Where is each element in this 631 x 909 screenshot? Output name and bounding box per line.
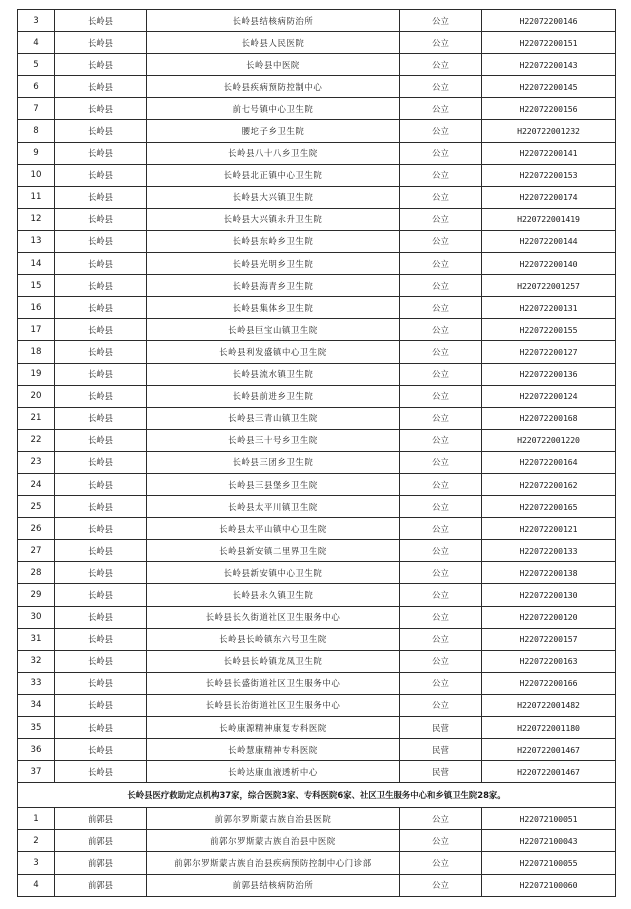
- institution-code-cell: H22072100051: [482, 808, 616, 830]
- table-row: [18, 98, 616, 120]
- county-cell: 长岭县: [55, 429, 147, 451]
- ownership-type-cell: 公立: [400, 584, 482, 606]
- county-cell: 长岭县: [55, 319, 147, 341]
- row-number: 23: [18, 451, 55, 473]
- ownership-type-cell: 民营: [400, 717, 482, 739]
- summary-text: 长岭县医疗救助定点机构37家，综合医院3家、专科医院6家、社区卫生服务中心和乡镇卫生院28家。: [18, 783, 616, 808]
- ownership-type-cell: 公立: [400, 32, 482, 54]
- ownership-type-cell: 公立: [400, 76, 482, 98]
- ownership-type-cell: 公立: [400, 341, 482, 363]
- table-row: [18, 717, 616, 739]
- institution-code-cell: H220722001467: [482, 739, 616, 761]
- institution-name-cell: 长岭县太平山镇中心卫生院: [147, 518, 400, 540]
- ownership-type-cell: 公立: [400, 650, 482, 672]
- county-cell: 长岭县: [55, 76, 147, 98]
- institution-code-cell: H220722001419: [482, 208, 616, 230]
- row-number: 36: [18, 739, 55, 761]
- institution-name-cell: 长岭县长治街道社区卫生服务中心: [147, 694, 400, 716]
- ownership-type-cell: 公立: [400, 253, 482, 275]
- ownership-type-cell: 公立: [400, 407, 482, 429]
- table-row: [18, 650, 616, 672]
- table-row: [18, 628, 616, 650]
- institution-name-cell: 长岭县利发盛镇中心卫生院: [147, 341, 400, 363]
- county-cell: 长岭县: [55, 761, 147, 783]
- county-cell: 前郭县: [55, 852, 147, 874]
- institution-code-cell: H22072200153: [482, 164, 616, 186]
- institution-code-cell: H22072200143: [482, 54, 616, 76]
- county-cell: 长岭县: [55, 584, 147, 606]
- row-number: 25: [18, 496, 55, 518]
- ownership-type-cell: 公立: [400, 208, 482, 230]
- county-cell: 长岭县: [55, 540, 147, 562]
- institution-code-cell: H22072200140: [482, 253, 616, 275]
- ownership-type-cell: 公立: [400, 54, 482, 76]
- county-cell: 长岭县: [55, 451, 147, 473]
- table-row: [18, 297, 616, 319]
- institution-code-cell: H220722001180: [482, 717, 616, 739]
- row-number: 26: [18, 518, 55, 540]
- institution-name-cell: 长岭县八十八乡卫生院: [147, 142, 400, 164]
- row-number: 3: [18, 10, 55, 32]
- institution-code-cell: H220722001257: [482, 275, 616, 297]
- ownership-type-cell: 公立: [400, 363, 482, 385]
- row-number: 37: [18, 761, 55, 783]
- institution-name-cell: 长岭县东岭乡卫生院: [147, 230, 400, 252]
- institution-name-cell: 长岭县疾病预防控制中心: [147, 76, 400, 98]
- institution-code-cell: H22072200120: [482, 606, 616, 628]
- table-row: [18, 672, 616, 694]
- county-cell: 前郭县: [55, 808, 147, 830]
- county-cell: 长岭县: [55, 518, 147, 540]
- table-row: [18, 54, 616, 76]
- row-number: 6: [18, 76, 55, 98]
- row-number: 18: [18, 341, 55, 363]
- row-number: 27: [18, 540, 55, 562]
- institution-name-cell: 长岭县长久街道社区卫生服务中心: [147, 606, 400, 628]
- institution-code-cell: H22072200133: [482, 540, 616, 562]
- county-cell: 前郭县: [55, 874, 147, 896]
- institution-code-cell: H22072100055: [482, 852, 616, 874]
- row-number: 35: [18, 717, 55, 739]
- summary-row: [18, 783, 616, 808]
- institution-code-cell: H22072200163: [482, 650, 616, 672]
- table-row: [18, 739, 616, 761]
- document-page: [17, 9, 615, 897]
- row-number: 19: [18, 363, 55, 385]
- table-row: [18, 253, 616, 275]
- ownership-type-cell: 公立: [400, 142, 482, 164]
- row-number: 11: [18, 186, 55, 208]
- ownership-type-cell: 公立: [400, 694, 482, 716]
- county-cell: 长岭县: [55, 32, 147, 54]
- table-row: [18, 32, 616, 54]
- ownership-type-cell: 公立: [400, 186, 482, 208]
- county-cell: 长岭县: [55, 164, 147, 186]
- row-number: 12: [18, 208, 55, 230]
- institution-name-cell: 长岭县结核病防治所: [147, 10, 400, 32]
- institution-name-cell: 前七号镇中心卫生院: [147, 98, 400, 120]
- table-row: [18, 385, 616, 407]
- table-row: [18, 76, 616, 98]
- row-number: 9: [18, 142, 55, 164]
- county-cell: 长岭县: [55, 473, 147, 495]
- county-cell: 长岭县: [55, 407, 147, 429]
- county-cell: 长岭县: [55, 385, 147, 407]
- institution-name-cell: 长岭县前进乡卫生院: [147, 385, 400, 407]
- ownership-type-cell: 公立: [400, 852, 482, 874]
- ownership-type-cell: 公立: [400, 540, 482, 562]
- row-number: 1: [18, 808, 55, 830]
- county-cell: 长岭县: [55, 606, 147, 628]
- institution-code-cell: H22072200145: [482, 76, 616, 98]
- institution-name-cell: 长岭县大兴镇永升卫生院: [147, 208, 400, 230]
- county-cell: 长岭县: [55, 341, 147, 363]
- row-number: 32: [18, 650, 55, 672]
- table-row: [18, 142, 616, 164]
- county-cell: 长岭县: [55, 562, 147, 584]
- table-row: [18, 230, 616, 252]
- institution-code-cell: H22072200168: [482, 407, 616, 429]
- institution-name-cell: 长岭县大兴镇卫生院: [147, 186, 400, 208]
- table-row: [18, 761, 616, 783]
- row-number: 22: [18, 429, 55, 451]
- institution-code-cell: H22072200141: [482, 142, 616, 164]
- row-number: 8: [18, 120, 55, 142]
- county-cell: 长岭县: [55, 98, 147, 120]
- ownership-type-cell: 公立: [400, 275, 482, 297]
- changling-table-body: [18, 10, 616, 783]
- summary-section: [18, 783, 616, 808]
- institution-name-cell: 前郭尔罗斯蒙古族自治县疾病预防控制中心门诊部: [147, 852, 400, 874]
- row-number: 17: [18, 319, 55, 341]
- county-cell: 长岭县: [55, 496, 147, 518]
- ownership-type-cell: 公立: [400, 451, 482, 473]
- qianguo-table-body: [18, 808, 616, 896]
- county-cell: 长岭县: [55, 230, 147, 252]
- institution-name-cell: 长岭康源精神康复专科医院: [147, 717, 400, 739]
- row-number: 4: [18, 32, 55, 54]
- ownership-type-cell: 公立: [400, 164, 482, 186]
- row-number: 29: [18, 584, 55, 606]
- county-cell: 长岭县: [55, 363, 147, 385]
- institution-name-cell: 长岭县新安镇中心卫生院: [147, 562, 400, 584]
- ownership-type-cell: 公立: [400, 429, 482, 451]
- institution-name-cell: 长岭县光明乡卫生院: [147, 253, 400, 275]
- institution-name-cell: 长岭县三团乡卫生院: [147, 451, 400, 473]
- county-cell: 前郭县: [55, 830, 147, 852]
- ownership-type-cell: 公立: [400, 319, 482, 341]
- county-cell: 长岭县: [55, 672, 147, 694]
- institution-code-cell: H220722001482: [482, 694, 616, 716]
- county-cell: 长岭县: [55, 208, 147, 230]
- institution-table: [17, 9, 616, 897]
- institution-code-cell: H220722001220: [482, 429, 616, 451]
- ownership-type-cell: 公立: [400, 606, 482, 628]
- institution-name-cell: 长岭县集体乡卫生院: [147, 297, 400, 319]
- institution-code-cell: H22072200127: [482, 341, 616, 363]
- county-cell: 长岭县: [55, 275, 147, 297]
- ownership-type-cell: 公立: [400, 120, 482, 142]
- table-row: [18, 852, 616, 874]
- ownership-type-cell: 公立: [400, 98, 482, 120]
- table-row: [18, 540, 616, 562]
- row-number: 14: [18, 253, 55, 275]
- table-row: [18, 208, 616, 230]
- table-row: [18, 694, 616, 716]
- institution-name-cell: 长岭县北正镇中心卫生院: [147, 164, 400, 186]
- institution-name-cell: 腰坨子乡卫生院: [147, 120, 400, 142]
- ownership-type-cell: 公立: [400, 874, 482, 896]
- table-row: [18, 407, 616, 429]
- table-row: [18, 10, 616, 32]
- row-number: 34: [18, 694, 55, 716]
- institution-name-cell: 长岭县三县堡乡卫生院: [147, 473, 400, 495]
- institution-name-cell: 前郭尔罗斯蒙古族自治县中医院: [147, 830, 400, 852]
- institution-name-cell: 长岭县新安镇二里界卫生院: [147, 540, 400, 562]
- table-row: [18, 120, 616, 142]
- institution-name-cell: 长岭县流水镇卫生院: [147, 363, 400, 385]
- ownership-type-cell: 民营: [400, 761, 482, 783]
- county-cell: 长岭县: [55, 186, 147, 208]
- ownership-type-cell: 公立: [400, 473, 482, 495]
- institution-code-cell: H22072200151: [482, 32, 616, 54]
- table-row: [18, 518, 616, 540]
- institution-code-cell: H22072200146: [482, 10, 616, 32]
- table-row: [18, 319, 616, 341]
- row-number: 28: [18, 562, 55, 584]
- institution-code-cell: H22072200155: [482, 319, 616, 341]
- table-row: [18, 429, 616, 451]
- table-row: [18, 451, 616, 473]
- row-number: 7: [18, 98, 55, 120]
- ownership-type-cell: 公立: [400, 808, 482, 830]
- institution-code-cell: H22072200131: [482, 297, 616, 319]
- county-cell: 长岭县: [55, 253, 147, 275]
- ownership-type-cell: 公立: [400, 830, 482, 852]
- institution-code-cell: H22072200165: [482, 496, 616, 518]
- institution-name-cell: 长岭慧康精神专科医院: [147, 739, 400, 761]
- ownership-type-cell: 公立: [400, 385, 482, 407]
- institution-name-cell: 长岭县长盛街道社区卫生服务中心: [147, 672, 400, 694]
- table-row: [18, 341, 616, 363]
- institution-name-cell: 长岭县中医院: [147, 54, 400, 76]
- row-number: 4: [18, 874, 55, 896]
- county-cell: 长岭县: [55, 142, 147, 164]
- institution-code-cell: H22072200157: [482, 628, 616, 650]
- institution-code-cell: H220722001232: [482, 120, 616, 142]
- table-row: [18, 808, 616, 830]
- institution-name-cell: 长岭达康血液透析中心: [147, 761, 400, 783]
- table-row: [18, 186, 616, 208]
- row-number: 30: [18, 606, 55, 628]
- institution-code-cell: H22072200144: [482, 230, 616, 252]
- table-row: [18, 562, 616, 584]
- institution-name-cell: 长岭县巨宝山镇卫生院: [147, 319, 400, 341]
- county-cell: 长岭县: [55, 717, 147, 739]
- county-cell: 长岭县: [55, 628, 147, 650]
- table-row: [18, 496, 616, 518]
- institution-code-cell: H22072100043: [482, 830, 616, 852]
- institution-code-cell: H22072200156: [482, 98, 616, 120]
- institution-name-cell: 长岭县三十号乡卫生院: [147, 429, 400, 451]
- ownership-type-cell: 公立: [400, 562, 482, 584]
- row-number: 2: [18, 830, 55, 852]
- institution-code-cell: H22072200130: [482, 584, 616, 606]
- institution-code-cell: H22072200164: [482, 451, 616, 473]
- table-row: [18, 874, 616, 896]
- institution-code-cell: H22072200124: [482, 385, 616, 407]
- row-number: 16: [18, 297, 55, 319]
- ownership-type-cell: 民营: [400, 739, 482, 761]
- row-number: 24: [18, 473, 55, 495]
- ownership-type-cell: 公立: [400, 628, 482, 650]
- institution-code-cell: H220722001467: [482, 761, 616, 783]
- institution-name-cell: 前郭县结核病防治所: [147, 874, 400, 896]
- institution-name-cell: 长岭县长岭镇龙凤卫生院: [147, 650, 400, 672]
- row-number: 33: [18, 672, 55, 694]
- institution-name-cell: 长岭县三青山镇卫生院: [147, 407, 400, 429]
- institution-code-cell: H22072200138: [482, 562, 616, 584]
- institution-code-cell: H22072200174: [482, 186, 616, 208]
- county-cell: 长岭县: [55, 10, 147, 32]
- county-cell: 长岭县: [55, 297, 147, 319]
- ownership-type-cell: 公立: [400, 10, 482, 32]
- institution-code-cell: H22072200162: [482, 473, 616, 495]
- institution-code-cell: H22072200166: [482, 672, 616, 694]
- row-number: 3: [18, 852, 55, 874]
- institution-name-cell: 长岭县长岭镇东六号卫生院: [147, 628, 400, 650]
- ownership-type-cell: 公立: [400, 297, 482, 319]
- table-row: [18, 830, 616, 852]
- ownership-type-cell: 公立: [400, 496, 482, 518]
- county-cell: 长岭县: [55, 650, 147, 672]
- institution-code-cell: H22072200121: [482, 518, 616, 540]
- table-row: [18, 363, 616, 385]
- institution-name-cell: 长岭县永久镇卫生院: [147, 584, 400, 606]
- row-number: 15: [18, 275, 55, 297]
- county-cell: 长岭县: [55, 54, 147, 76]
- county-cell: 长岭县: [55, 694, 147, 716]
- table-row: [18, 584, 616, 606]
- row-number: 20: [18, 385, 55, 407]
- institution-name-cell: 前郭尔罗斯蒙古族自治县医院: [147, 808, 400, 830]
- ownership-type-cell: 公立: [400, 230, 482, 252]
- ownership-type-cell: 公立: [400, 672, 482, 694]
- institution-name-cell: 长岭县太平川镇卫生院: [147, 496, 400, 518]
- row-number: 5: [18, 54, 55, 76]
- row-number: 13: [18, 230, 55, 252]
- county-cell: 长岭县: [55, 120, 147, 142]
- county-cell: 长岭县: [55, 739, 147, 761]
- row-number: 31: [18, 628, 55, 650]
- institution-name-cell: 长岭县人民医院: [147, 32, 400, 54]
- row-number: 21: [18, 407, 55, 429]
- table-row: [18, 164, 616, 186]
- table-row: [18, 275, 616, 297]
- institution-code-cell: H22072100060: [482, 874, 616, 896]
- table-row: [18, 606, 616, 628]
- ownership-type-cell: 公立: [400, 518, 482, 540]
- institution-name-cell: 长岭县海青乡卫生院: [147, 275, 400, 297]
- table-row: [18, 473, 616, 495]
- institution-code-cell: H22072200136: [482, 363, 616, 385]
- row-number: 10: [18, 164, 55, 186]
